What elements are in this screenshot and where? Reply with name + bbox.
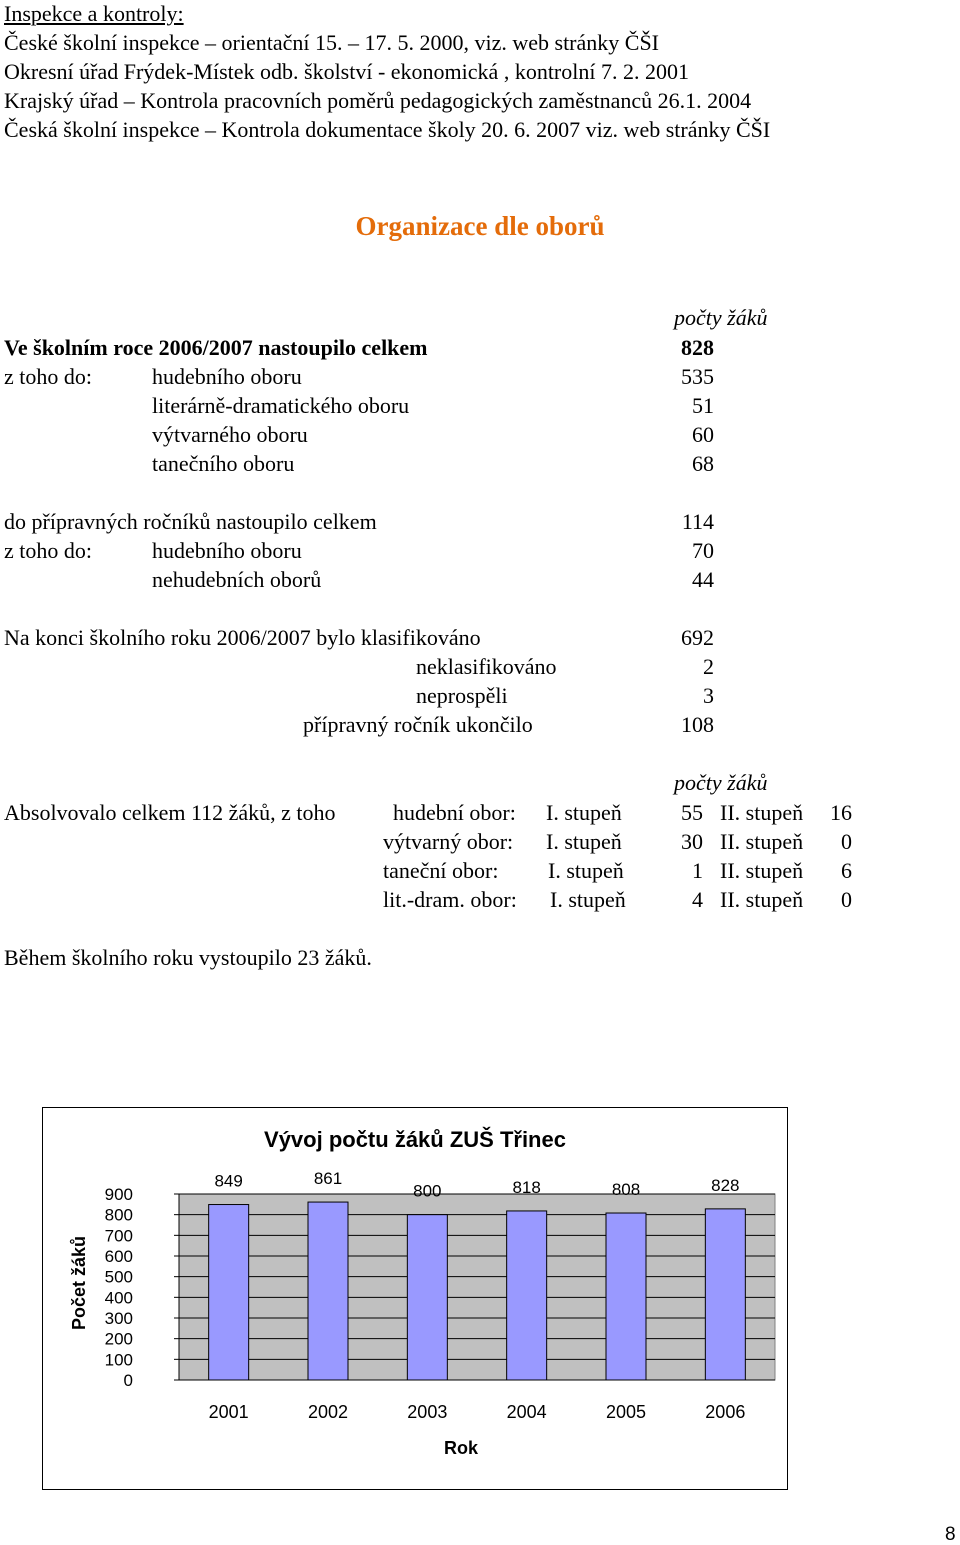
x-tick-label: 2003 xyxy=(407,1402,448,1422)
plot-area xyxy=(179,1194,775,1380)
inspection-line-2: Okresní úřad Frýdek-Místek odb. školství - ekonomická , kontrolní 7. 2. 2001 xyxy=(4,59,689,84)
x-axis-label: Rok xyxy=(443,1438,479,1458)
preparatory-total-label: do přípravných ročníků nastoupilo celkem xyxy=(4,509,377,534)
data-label: 828 xyxy=(711,1175,740,1195)
graduates-level2: II. stupeň xyxy=(720,887,804,912)
x-tick-label: 2001 xyxy=(208,1402,249,1422)
year-end-row-label: neklasifikováno xyxy=(416,654,557,679)
graduates-level2: II. stupeň xyxy=(720,858,804,883)
y-tick-label: 600 xyxy=(104,1247,133,1266)
bar xyxy=(308,1202,348,1380)
enrolment-field-value: 60 xyxy=(692,422,714,447)
data-label: 861 xyxy=(313,1169,343,1189)
year-end-row-value: 108 xyxy=(681,712,714,737)
x-tick-label: 2002 xyxy=(307,1402,349,1422)
year-end-total-value: 692 xyxy=(681,625,714,650)
enrolment-field-value: 51 xyxy=(692,393,714,418)
y-tick-label: 900 xyxy=(104,1185,133,1204)
graduates-level1: I. stupeň xyxy=(550,887,626,912)
enrolment-of-which: z toho do: xyxy=(4,364,92,389)
graduates-level1-value: 1 xyxy=(692,858,703,883)
section-title: Organizace dle oborů xyxy=(355,211,605,241)
x-tick-label: 2005 xyxy=(605,1402,647,1422)
year-end-row-value: 2 xyxy=(703,654,714,679)
graduates-level1-value: 55 xyxy=(681,800,703,825)
y-tick-label: 500 xyxy=(104,1267,133,1287)
preparatory-field-label: nehudebních oborů xyxy=(152,567,322,592)
preparatory-field-value: 70 xyxy=(692,538,714,563)
bar xyxy=(407,1215,447,1380)
year-end-total-label: Na konci školního roku 2006/2007 bylo klasifikováno xyxy=(4,625,481,650)
data-label: 808 xyxy=(611,1180,641,1200)
bar xyxy=(507,1211,547,1380)
graduates-level2-value: 0 xyxy=(841,887,852,912)
counts-header: počty žáků xyxy=(674,305,768,330)
chart-frame xyxy=(42,1107,788,1490)
graduates-level1-value: 4 xyxy=(692,887,703,912)
y-tick-label: 300 xyxy=(104,1309,133,1328)
page-number: 8 xyxy=(945,1524,956,1545)
graduates-level1: I. stupeň xyxy=(546,800,622,825)
enrolment-total-label: Ve školním roce 2006/2007 nastoupilo celkem xyxy=(4,335,428,360)
bar xyxy=(705,1209,745,1380)
year-end-row-value: 3 xyxy=(703,683,714,708)
y-tick-label: 0 xyxy=(123,1371,133,1390)
data-label: 800 xyxy=(413,1181,442,1201)
preparatory-of-which: z toho do: xyxy=(4,538,92,563)
graduates-field: lit.-dram. obor: xyxy=(383,887,517,912)
inspection-line-1: České školní inspekce – orientační 15. – 17. 5. 2000, viz. web stránky ČŠI xyxy=(4,30,660,55)
graduates-level2: II. stupeň xyxy=(720,800,804,825)
withdrawn-note: Během školního roku vystoupilo 23 žáků. xyxy=(4,945,372,970)
graduates-level1: I. stupeň xyxy=(546,829,622,854)
graduates-counts-header: počty žáků xyxy=(674,770,768,795)
enrolment-field-value: 535 xyxy=(681,364,714,389)
graduates-level2-value: 0 xyxy=(841,829,852,854)
y-axis-label: Počet žáků xyxy=(69,1235,89,1331)
y-tick-label: 700 xyxy=(104,1226,133,1246)
chart-title: Vývoj počtu žáků ZUŠ Třinec xyxy=(264,1127,566,1152)
graduates-level2-value: 16 xyxy=(830,800,852,825)
year-end-row-label: neprospěli xyxy=(416,683,508,708)
enrolment-field-label: výtvarného oboru xyxy=(152,422,308,447)
graduates-level1: I. stupeň xyxy=(548,858,624,883)
graduates-level2-value: 6 xyxy=(841,858,852,883)
graduates-field: taneční obor: xyxy=(383,858,499,883)
enrolment-field-value: 68 xyxy=(692,451,714,476)
y-tick-label: 400 xyxy=(104,1288,133,1308)
year-end-row-label: přípravný ročník ukončilo xyxy=(303,712,533,737)
x-tick-label: 2006 xyxy=(705,1402,746,1422)
graduates-level2: II. stupeň xyxy=(720,829,804,854)
graduates-field: výtvarný obor: xyxy=(383,829,514,854)
data-label: 849 xyxy=(214,1171,243,1191)
y-tick-label: 800 xyxy=(104,1205,133,1225)
enrolment-field-label: tanečního oboru xyxy=(152,451,295,476)
enrolment-field-label: literárně-dramatického oboru xyxy=(152,393,410,418)
y-tick-label: 200 xyxy=(104,1329,133,1349)
bar-chart xyxy=(43,1108,787,1489)
data-label: 818 xyxy=(512,1177,541,1197)
graduates-level1-value: 30 xyxy=(681,829,703,854)
preparatory-total-value: 114 xyxy=(681,509,714,534)
inspections-heading: Inspekce a kontroly: xyxy=(4,1,184,26)
inspection-line-3: Krajský úřad – Kontrola pracovních poměrů pedagogických zaměstnanců 26.1. 2004 xyxy=(4,88,752,113)
enrolment-field-label: hudebního oboru xyxy=(152,364,302,389)
preparatory-field-value: 44 xyxy=(692,567,714,592)
graduates-field: hudební obor: xyxy=(393,800,516,825)
bar xyxy=(606,1213,646,1380)
preparatory-field-label: hudebního oboru xyxy=(152,538,302,563)
enrolment-total-value: 828 xyxy=(681,335,714,360)
x-tick-label: 2004 xyxy=(506,1402,547,1422)
inspection-line-4: Česká školní inspekce – Kontrola dokumentace školy 20. 6. 2007 viz. web stránky ČŠI xyxy=(4,117,771,142)
graduates-intro: Absolvovalo celkem 112 žáků, z toho xyxy=(4,800,336,825)
bar xyxy=(209,1205,249,1380)
y-tick-label: 100 xyxy=(104,1350,133,1370)
